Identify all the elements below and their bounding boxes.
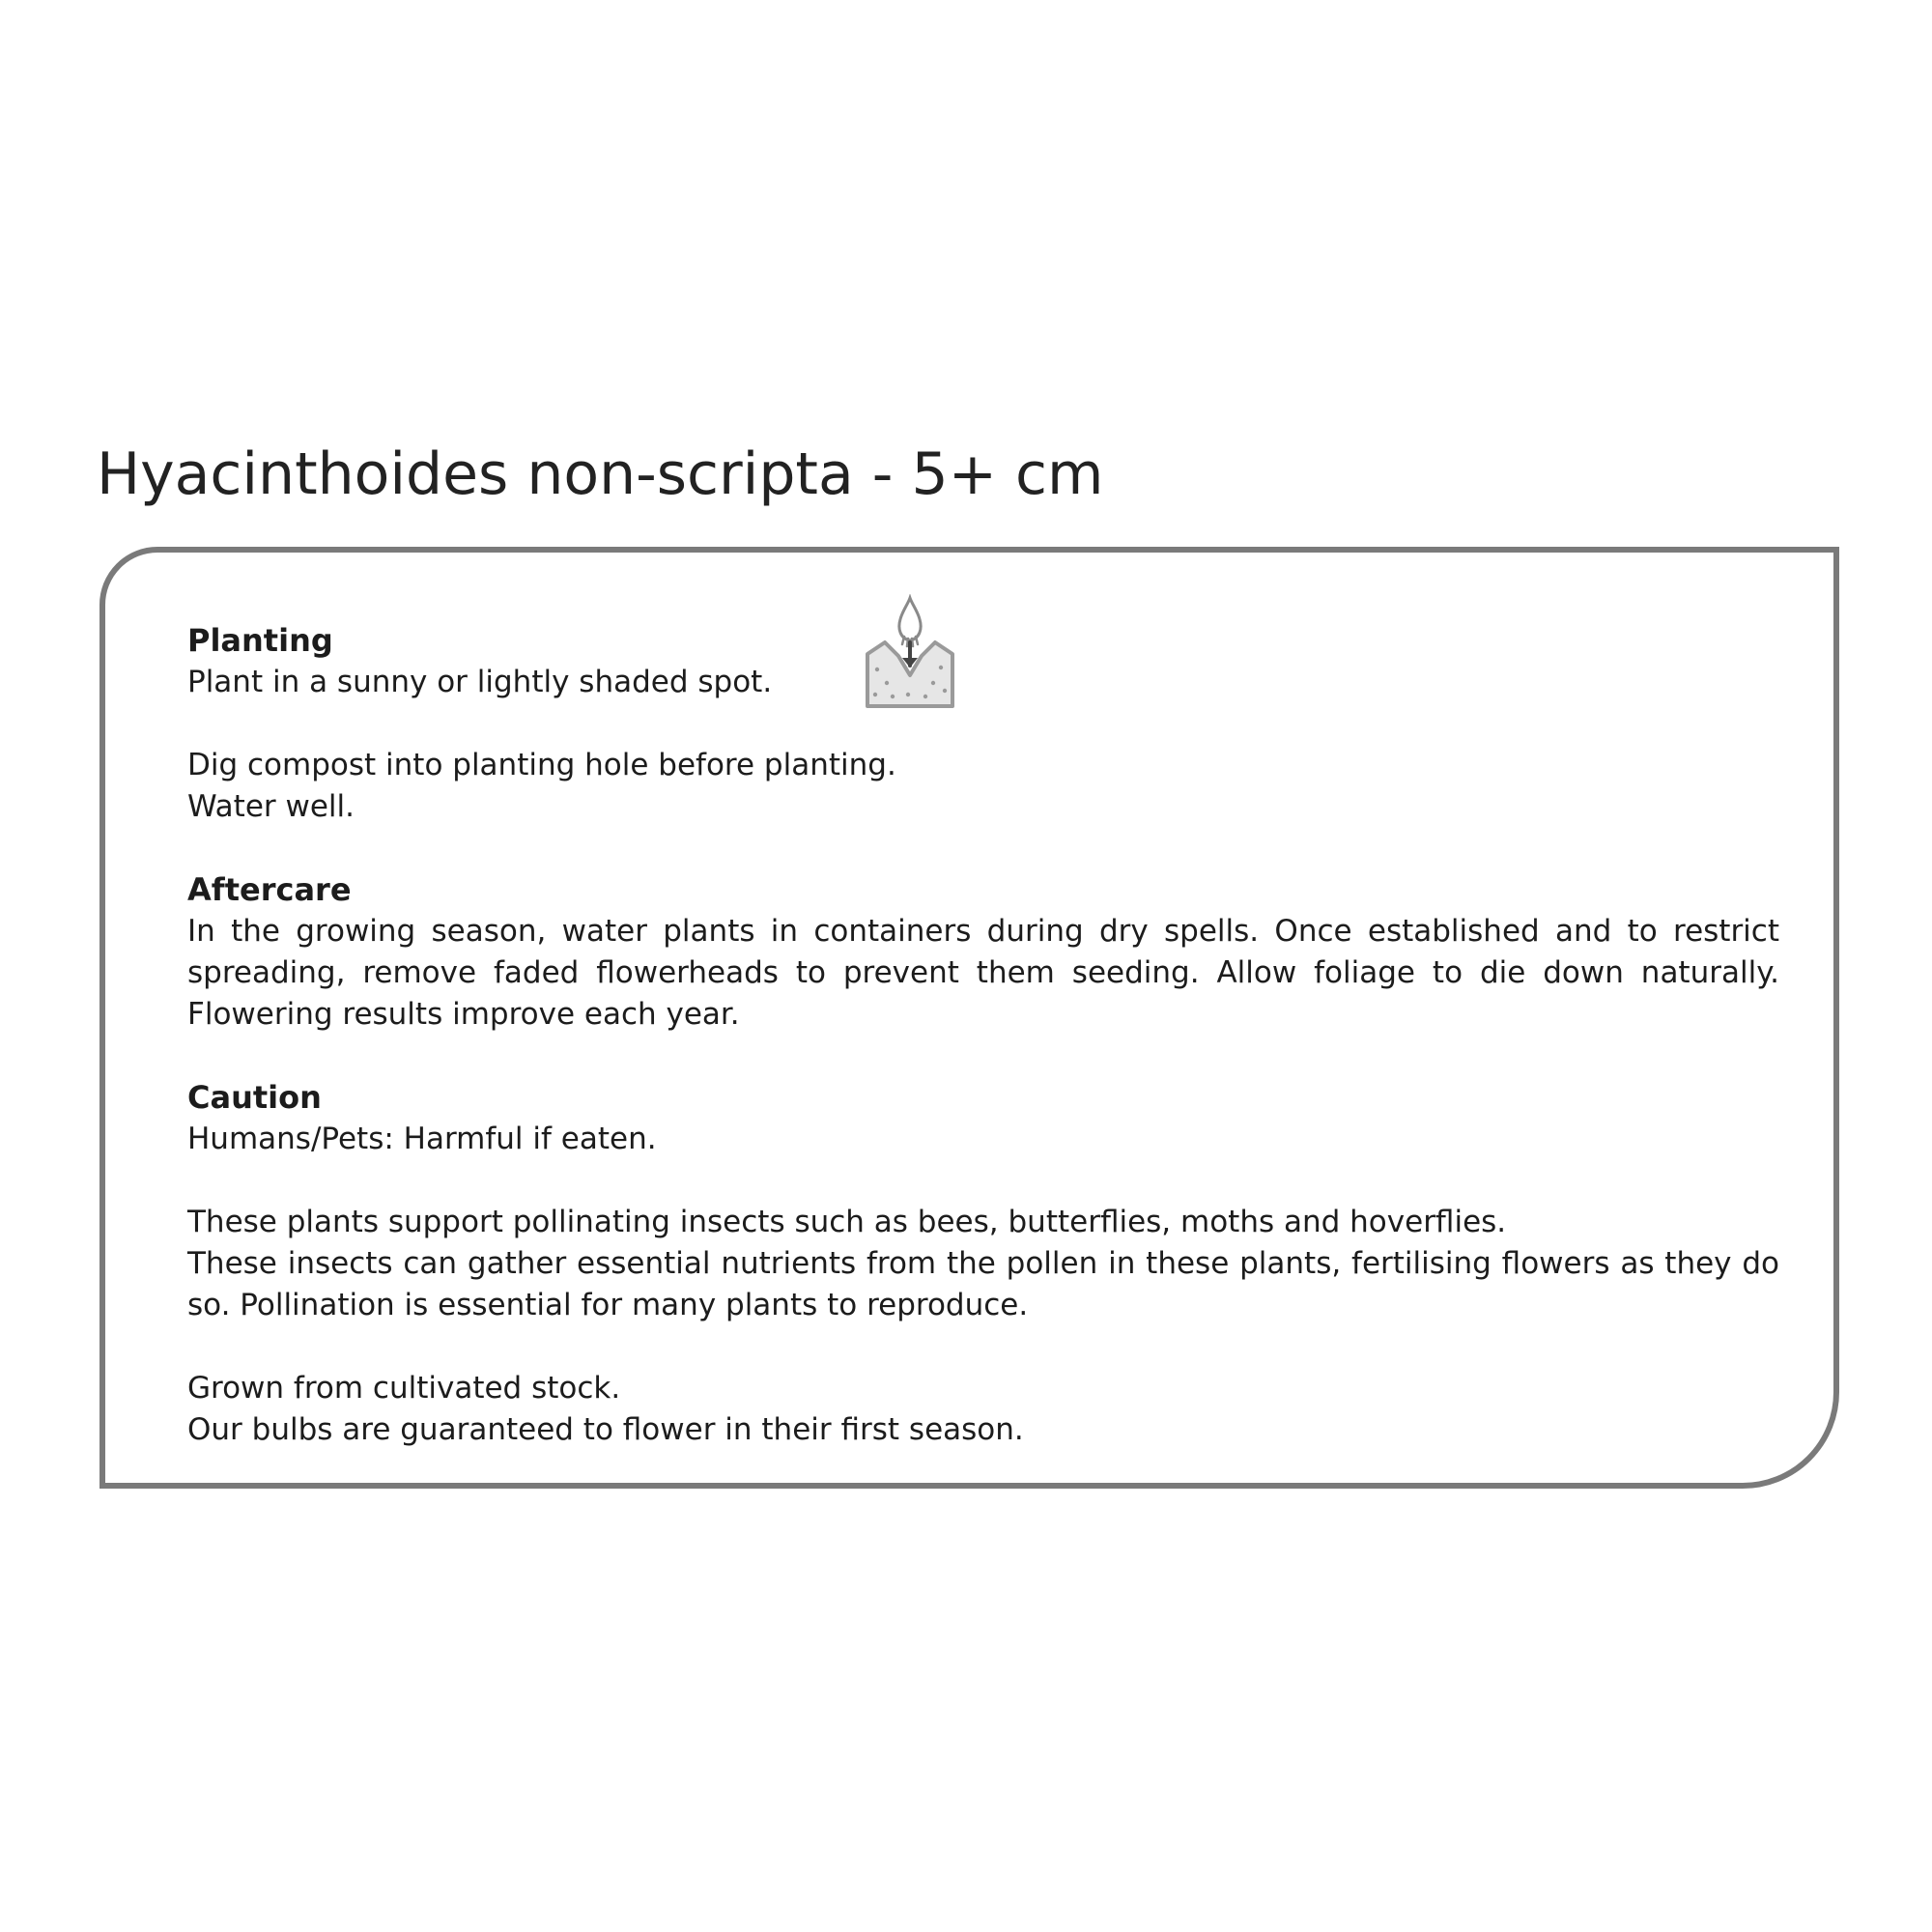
caution-text: Humans/Pets: Harmful if eaten. <box>187 1122 657 1156</box>
pollinators-text: These insects can gather essential nutrients from the pollen in these plants, fertilising flowers as they do so. Pollination is essential for many plants to reproduce. <box>187 1246 1779 1322</box>
water-text: Water well. <box>187 789 355 824</box>
compost-text: Dig compost into planting hole before planting. <box>187 748 896 782</box>
caution-section <box>187 1077 1779 1160</box>
guarantee-text: Our bulbs are guaranteed to flower in their first season. <box>187 1412 1024 1447</box>
aftercare-text: In the growing season, water plants in containers during dry spells. Once established and to restrict spreading, remove faded flowerheads to prevent them seeding. Allow foliage to die down naturally. Flowering results improve each year. <box>187 914 1779 1032</box>
aftercare-section <box>187 869 1779 1036</box>
pollinators-intro: These plants support pollinating insects such as bees, butterflies, moths and hoverflies. <box>187 1205 1507 1239</box>
card-content <box>187 620 1779 1451</box>
stock-section <box>187 1368 1779 1451</box>
planting-text: Plant in a sunny or lightly shaded spot. <box>187 665 773 699</box>
caution-heading: Caution <box>187 1079 322 1116</box>
pollinators-section <box>187 1202 1779 1326</box>
compost-section <box>187 745 1779 828</box>
planting-heading: Planting <box>187 622 333 659</box>
product-title: Hyacinthoides non-scripta - 5+ cm <box>97 440 1104 508</box>
stock-text: Grown from cultivated stock. <box>187 1371 621 1406</box>
aftercare-heading: Aftercare <box>187 871 352 908</box>
care-instructions-card <box>99 547 1839 1489</box>
planting-section <box>187 620 1779 703</box>
